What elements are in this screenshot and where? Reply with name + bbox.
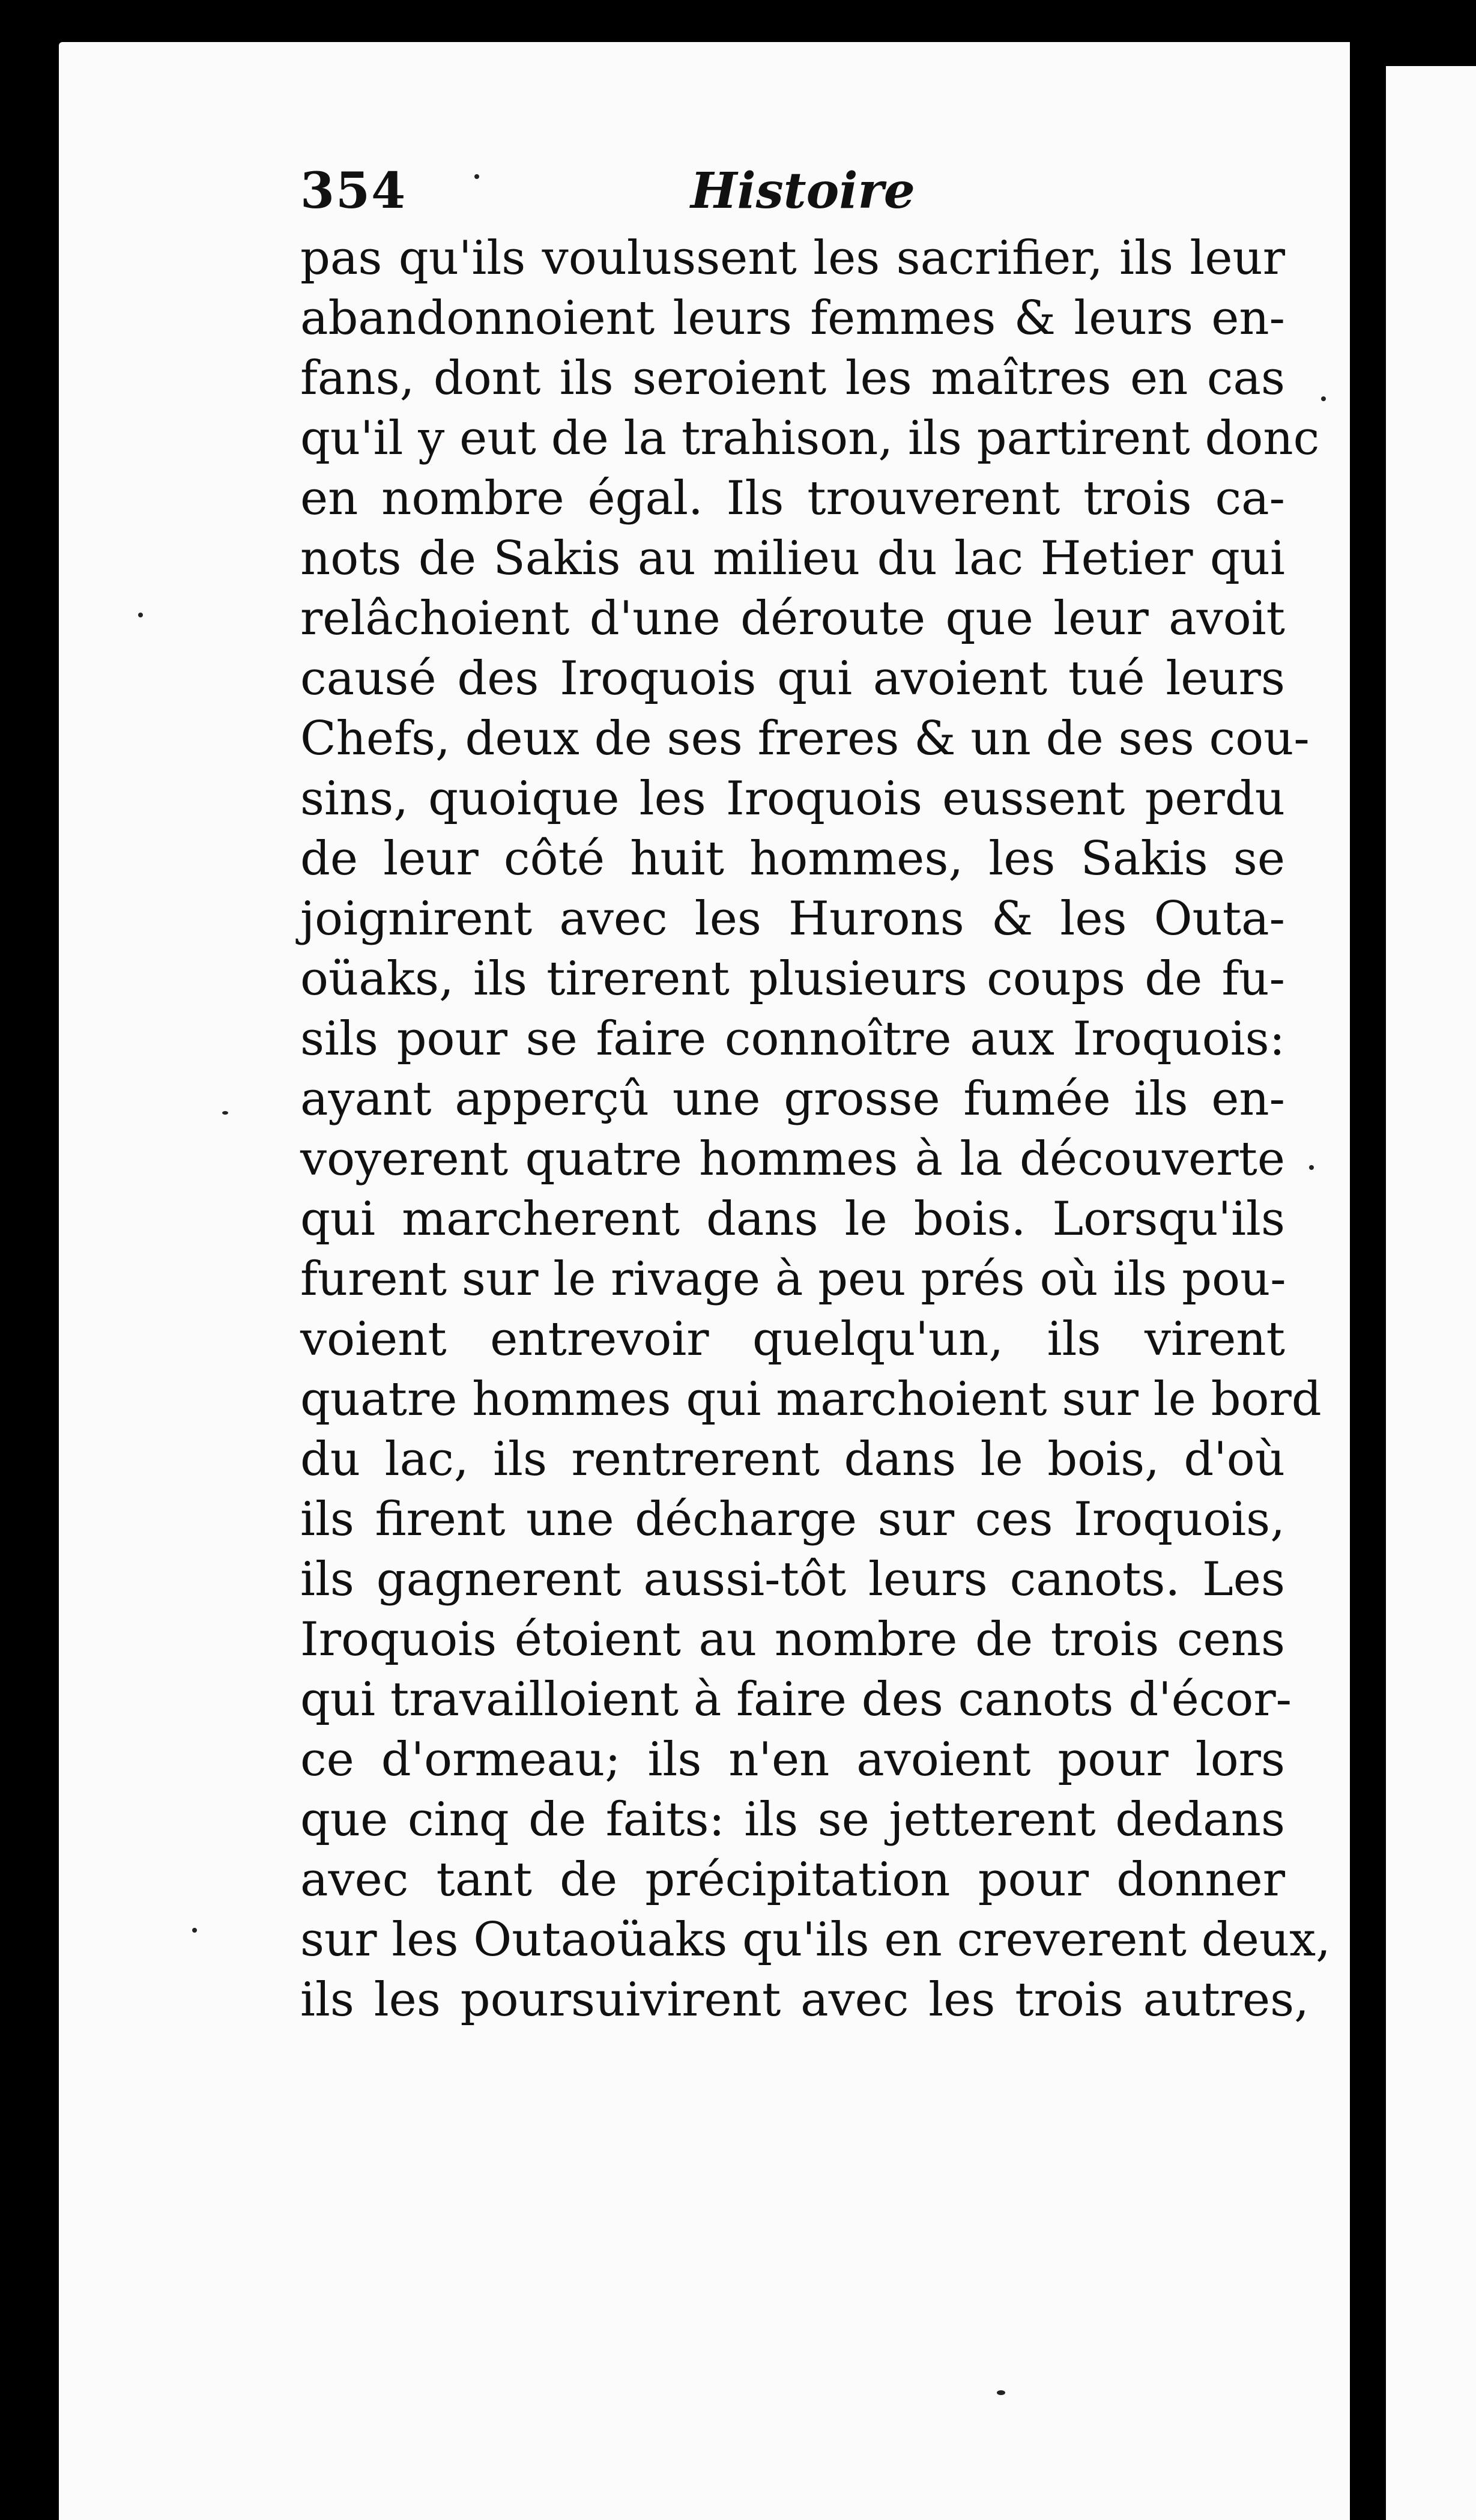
text-line: ils firent une décharge sur ces Iroquois,	[300, 1492, 1285, 1546]
running-title: Histoire	[691, 162, 915, 220]
page-gutter	[1350, 0, 1386, 2520]
text-line: voyerent quatre hommes à la découverte	[300, 1132, 1285, 1186]
text-line: ils gagnerent aussi-tôt leurs canots. Les	[300, 1552, 1285, 1607]
facing-page-edge	[1386, 66, 1476, 2520]
text-line: ils les poursuivirent avec les trois autres,	[300, 1973, 1309, 2027]
running-head	[300, 162, 1261, 234]
text-line: abandonnoient leurs femmes & leurs en-	[300, 291, 1285, 345]
scan-speck	[222, 1111, 228, 1115]
text-line: voient entrevoir quelqu'un, ils virent	[300, 1312, 1285, 1366]
scan-speck	[1321, 396, 1326, 401]
text-line: relâchoient d'une déroute que leur avoit	[300, 592, 1285, 646]
text-line: furent sur le rivage à peu prés où ils pou-	[300, 1252, 1286, 1306]
text-line: qui marcherent dans le bois. Lorsqu'ils	[300, 1192, 1285, 1246]
text-line: en nombre égal. Ils trouverent trois ca-	[300, 471, 1285, 526]
text-line: fans, dont ils seroient les maîtres en cas	[300, 351, 1285, 405]
scan-speck	[192, 1928, 197, 1933]
text-line: qu'il y eut de la trahison, ils partirent donc	[300, 411, 1320, 465]
text-line: pas qu'ils voulussent les sacrifier, ils leur	[300, 231, 1285, 285]
text-line: qui travailloient à faire des canots d'écor-	[300, 1673, 1292, 1727]
text-line: avec tant de précipitation pour donner	[300, 1853, 1285, 1907]
text-line: oüaks, ils tirerent plusieurs coups de fu-	[300, 952, 1285, 1006]
text-line: ce d'ormeau; ils n'en avoient pour lors	[300, 1733, 1285, 1787]
text-line: nots de Sakis au milieu du lac Hetier qui	[300, 532, 1285, 586]
text-line: sur les Outaoüaks qu'ils en creverent deux,	[300, 1913, 1331, 1967]
text-line: Iroquois étoient au nombre de trois cens	[300, 1613, 1285, 1667]
text-line: quatre hommes qui marchoient sur le bord	[300, 1372, 1322, 1426]
text-line: sins, quoique les Iroquois eussent perdu	[300, 772, 1285, 826]
text-line: ayant apperçû une grosse fumée ils en-	[300, 1072, 1285, 1126]
scan-speck	[474, 174, 479, 179]
scan-speck	[138, 613, 143, 617]
text-line: Chefs, deux de ses freres & un de ses cou-	[300, 712, 1310, 766]
page-number: 354	[300, 162, 407, 220]
text-line: sils pour se faire connoître aux Iroquois:	[300, 1012, 1285, 1066]
text-line: de leur côté huit hommes, les Sakis se	[300, 832, 1285, 886]
scan-speck	[1309, 1165, 1314, 1170]
text-line: que cinq de faits: ils se jetterent dedans	[300, 1793, 1285, 1847]
text-line: joignirent avec les Hurons & les Outa-	[300, 892, 1285, 946]
body-text	[300, 228, 1331, 2030]
text-line: du lac, ils rentrerent dans le bois, d'où	[300, 1432, 1285, 1486]
text-line: causé des Iroquois qui avoient tué leurs	[300, 652, 1285, 706]
scan-speck	[997, 2390, 1005, 2395]
